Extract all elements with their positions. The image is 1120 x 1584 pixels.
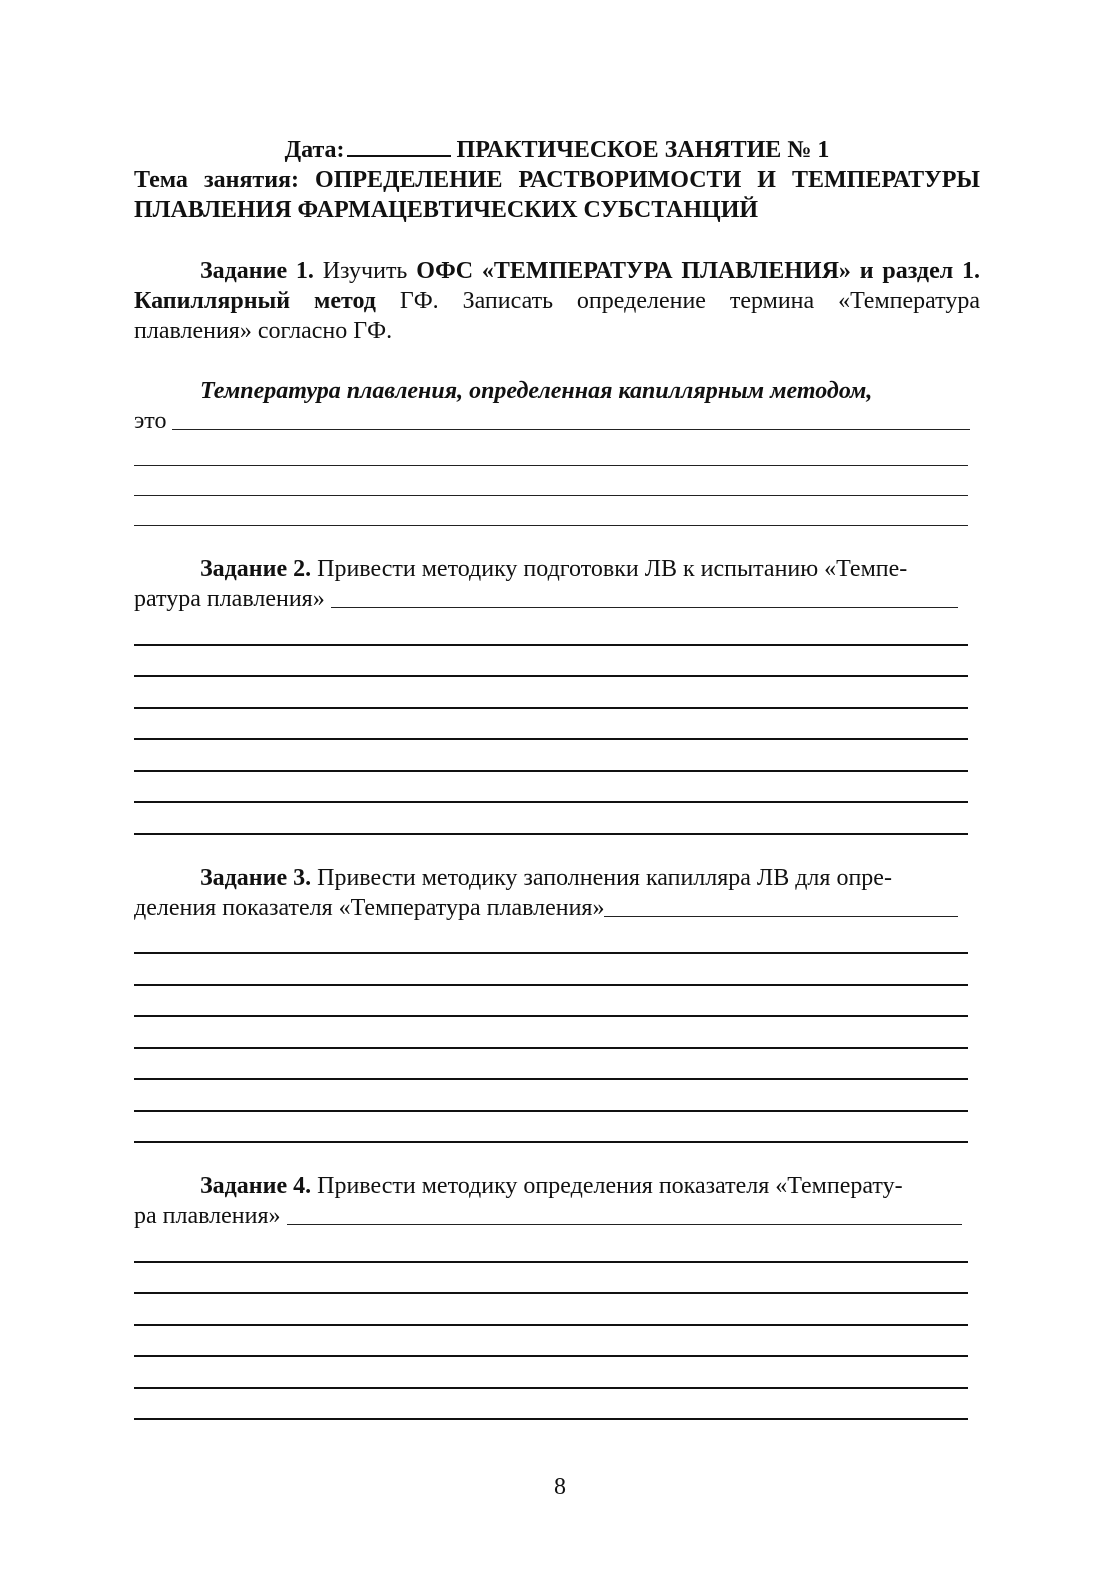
task-2-text: Задание 2. Привести методику подготовки ЛВ к испытанию «Темпе- [200, 556, 908, 582]
task-4-text: Задание 4. Привести методику определения показателя «Температу- [200, 1173, 903, 1199]
answer-line[interactable] [134, 1357, 968, 1389]
answer-line[interactable] [134, 1231, 968, 1263]
page-number: 8 [554, 1474, 566, 1500]
task-1-definition [134, 376, 980, 406]
answer-line[interactable] [331, 607, 958, 608]
task-3-label: Задание 3. [200, 864, 312, 891]
lesson-topic: Тема занятия: ОПРЕДЕЛЕНИЕ РАСТВОРИМОСТИ И ТЕМПЕРАТУРЫ ПЛАВЛЕНИЯ ФАРМАЦЕВТИЧЕСКИХ СУБСТАНЦИЙ [134, 167, 980, 223]
task-3-text: Задание 3. Привести методику заполнения капилляра ЛВ для опре- [200, 864, 892, 891]
answer-line[interactable] [134, 496, 968, 526]
task-2 [134, 554, 980, 835]
answer-line[interactable] [134, 614, 968, 646]
task-2-answer-first-line[interactable]: ратура плавления» [134, 584, 980, 614]
task-2-label: Задание 2. [200, 556, 312, 582]
answer-line[interactable] [604, 916, 958, 917]
date-blank-line[interactable] [347, 133, 451, 157]
answer-line[interactable] [134, 1017, 968, 1049]
task-1-text: Задание 1. Изучить ОФС «ТЕМПЕРАТУРА ПЛАВЛЕНИЯ» и раздел 1. Капиллярный метод ГФ. Записать определение термина «Температура плавления» согласно ГФ. [134, 258, 980, 344]
task-3-answer-first-line[interactable]: деления показателя «Температура плавления» [134, 893, 980, 923]
definition-suffix: это [134, 408, 167, 434]
task-1-answer-first-line[interactable] [134, 406, 980, 436]
task-4-answer-lines [134, 1231, 980, 1420]
task-3-answer-lines [134, 923, 980, 1144]
task-4-label: Задание 4. [200, 1173, 312, 1199]
answer-line[interactable] [134, 1080, 968, 1112]
definition-term: Температура плавления, определенная капиллярным методом, [200, 378, 873, 404]
answer-line[interactable] [134, 986, 968, 1018]
answer-line[interactable] [134, 1389, 968, 1421]
task-1 [134, 256, 980, 526]
lesson-title: ПРАКТИЧЕСКОЕ ЗАНЯТИЕ № 1 [456, 137, 830, 163]
answer-line[interactable] [134, 803, 968, 835]
answer-line[interactable] [134, 1263, 968, 1295]
answer-line[interactable] [134, 954, 968, 986]
answer-line[interactable] [134, 1294, 968, 1326]
task-4 [134, 1171, 980, 1420]
page-content [134, 133, 980, 1420]
date-label: Дата: [284, 137, 345, 163]
answer-line[interactable] [134, 772, 968, 804]
answer-line[interactable] [134, 1326, 968, 1358]
answer-line[interactable] [134, 677, 968, 709]
answer-line[interactable] [134, 466, 968, 496]
answer-line[interactable] [134, 923, 968, 955]
answer-line[interactable] [134, 1049, 968, 1081]
task-1-label: Задание 1. [200, 258, 314, 284]
answer-line[interactable] [287, 1224, 963, 1225]
task-1-bold-reference: ОФС «ТЕМПЕРАТУРА ПЛАВЛЕНИЯ» и раздел 1. Капиллярный метод [134, 258, 980, 314]
answer-line[interactable] [134, 709, 968, 741]
answer-line[interactable] [134, 1112, 968, 1144]
task-2-answer-lines [134, 614, 980, 835]
answer-line[interactable] [134, 646, 968, 678]
answer-line[interactable] [134, 740, 968, 772]
task-4-answer-first-line[interactable]: ра плавления» [134, 1201, 980, 1231]
task-1-answer-lines [134, 436, 980, 526]
task-3 [134, 863, 980, 1144]
answer-line[interactable] [172, 429, 970, 430]
answer-line[interactable] [134, 436, 968, 466]
header-line [134, 133, 980, 165]
